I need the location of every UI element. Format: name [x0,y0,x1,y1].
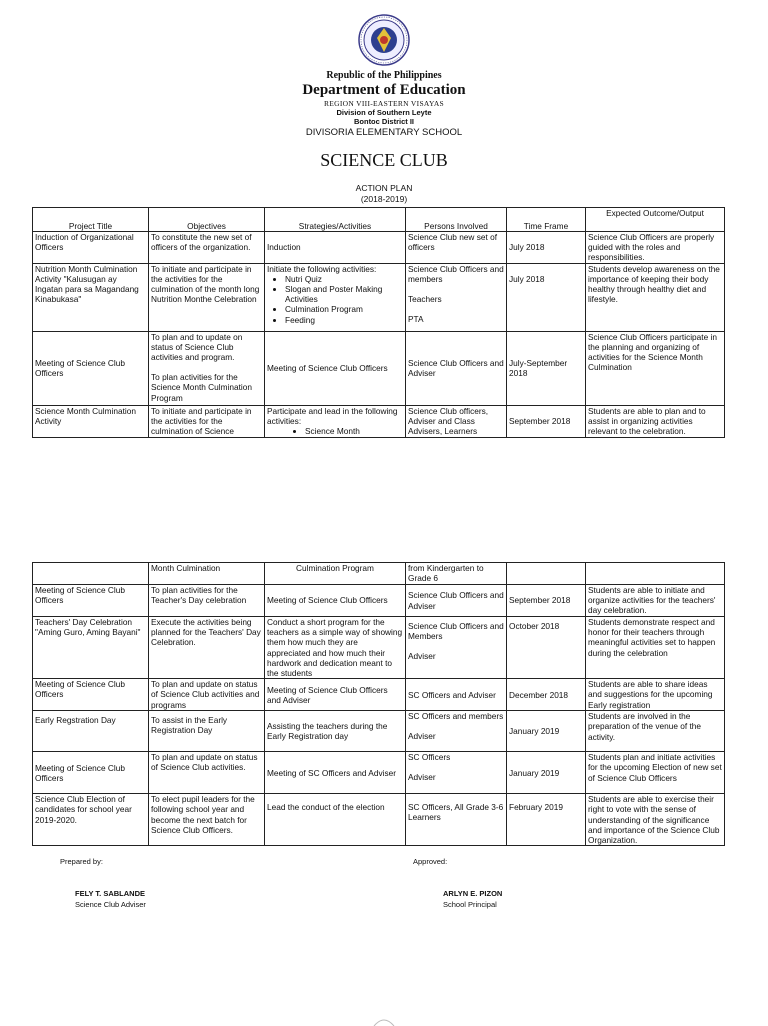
action-plan-table [32,207,725,438]
cell-persons [406,263,507,331]
cell-outcome: Science Club Officers participate in the planning and organizing of activities for the Science Month Culmination [586,331,725,405]
cell-strategies: Meeting of Science Club Officers [265,331,406,405]
table-row [33,794,725,846]
table-row [33,563,725,585]
cell-strategies: Meeting of Science Club Officers [265,585,406,617]
list-item: • Science Month [305,426,403,436]
cell-time: September 2018 [507,405,586,437]
col-header-time: Time Frame [507,208,586,232]
col-header-strategies: Strategies/Activities [265,208,406,232]
cell-persons: Science Club new set of officers [406,232,507,264]
plan-title: ACTION PLAN [355,183,413,193]
cell-objectives: To assist in the Early Registration Day [149,711,265,752]
objectives-line: To plan activities for the Science Month Culmination Program [151,372,252,403]
club-title: SCIENCE CLUB [320,150,448,170]
persons-line: SC Officers and members [408,711,504,722]
cell-time: October 2018 [507,617,586,679]
cell-strategies: Conduct a short program for the teachers as a simple way of showing them how much they are appreciated and how much their hardwork and dedication meant to the students [265,617,406,679]
cell-project [33,563,149,585]
objectives-line: To plan and to update on status of Science Club activities and program. [151,331,243,363]
cell-strategies: Meeting of Science Club Officers and Adviser [265,679,406,711]
cell-strategies: Culmination Program [265,563,406,585]
table-row [33,331,725,405]
cell-outcome: Students develop awareness on the importance of keeping their body healthy through healthy diet and lifestyle. [586,263,725,331]
strategies-list [267,274,403,325]
cell-project: Teachers' Day Celebration "Aming Guro, Aming Bayani" [33,617,149,679]
cell-project: Early Regstration Day [33,711,149,752]
header-division: Division of Southern Leyte [336,108,432,117]
cell-outcome [586,563,725,585]
approved-by-name: ARLYN E. PIZON [443,889,503,898]
plan-year: (2018-2019) [360,194,408,204]
cell-outcome: Students are able to initiate and organize activities for the teachers' day celebration. [586,585,725,617]
persons-line: PTA [408,314,424,325]
cell-time: February 2019 [507,794,586,846]
table-row [33,752,725,794]
cell-strategies: Meeting of SC Officers and Adviser [265,752,406,794]
cell-time: July-September 2018 [507,331,586,405]
table-row [33,263,725,331]
col-header-outcome: Expected Outcome/Output [586,208,725,232]
action-plan-table-continued [32,562,725,846]
cell-persons [406,617,507,679]
list-item: • Feeding [285,315,403,325]
table-row [33,679,725,711]
cell-project: Induction of Organizational Officers [33,232,149,264]
cell-objectives: To plan and update on status of Science Club activities. [149,752,265,794]
cell-strategies: Induction [265,232,406,264]
cell-objectives: To plan and update on status of Science Club activities and programs [149,679,265,711]
table-row [33,585,725,617]
strategies-intro: Participate and lead in the following activities: [267,405,398,426]
cell-project: Science Club Election of candidates for school year 2019-2020. [33,794,149,846]
cell-persons: SC Officers, All Grade 3-6 Learners [406,794,507,846]
cell-project: Meeting of Science Club Officers [33,331,149,405]
cell-outcome: Science Club Officers are properly guided with the roles and responsibilities. [586,232,725,264]
cell-persons [406,752,507,794]
list-item: • Slogan and Poster Making Activities [285,284,403,304]
cell-outcome: Students are able to exercise their right to vote with the sense of understanding of the significance and importance of the Science Club Organization. [586,794,725,846]
list-item: • Nutri Quiz [285,274,403,284]
persons-line: SC Officers [408,752,451,763]
prepared-by-label: Prepared by: [60,857,103,866]
cell-outcome: Students demonstrate respect and honor for their teachers through meaningful activities set to happen during the celebration [586,617,725,679]
header-republic: Republic of the Philippines [326,70,442,81]
prepared-by-name: FELY T. SABLANDE [75,889,146,898]
cell-objectives: Month Culmination [149,563,265,585]
table-row [33,617,725,679]
cell-time: December 2018 [507,679,586,711]
persons-line: Adviser [408,772,436,783]
cell-outcome: Students are involved in the preparation of the venue of the activity. [586,711,725,752]
cell-objectives: To constitute the new set of officers of the organization. [149,232,265,264]
cell-outcome: Students are able to plan and to assist in organizing activities relevant to the celebration. [586,405,725,437]
cell-project: Meeting of Science Club Officers [33,585,149,617]
table-row [33,232,725,264]
approved-by-role: School Principal [443,900,497,909]
persons-line: Science Club Officers and Members [408,621,504,642]
persons-line: Teachers [408,294,442,305]
deped-seal-icon [358,14,410,66]
cell-strategies [265,263,406,331]
cell-persons [406,711,507,752]
strategies-intro: Initiate the following activities: [267,263,377,274]
list-item: • Culmination Program [285,304,403,314]
col-header-objectives: Objectives [149,208,265,232]
cell-persons: from Kindergarten to Grade 6 [406,563,507,585]
cell-persons: Science Club Officers and Adviser [406,585,507,617]
cell-time: September 2018 [507,585,586,617]
header-region: REGION VIII-EASTERN VISAYAS [323,99,445,108]
approved-label: Approved: [413,857,448,866]
cell-time [507,563,586,585]
cell-strategies [265,405,406,437]
prepared-by-role: Science Club Adviser [75,900,146,909]
strategies-list [267,426,403,436]
persons-line: Science Club Officers and members [408,263,504,284]
cell-strategies: Assisting the teachers during the Early Registration day [265,711,406,752]
col-header-persons: Persons Involved [406,208,507,232]
table-header-row [33,208,725,232]
cell-project: Meeting of Science Club Officers [33,752,149,794]
cell-objectives: To elect pupil leaders for the following school year and become the next batch for Science Club Officers. [149,794,265,846]
table-row [33,711,725,752]
cell-outcome: Students are able to share ideas and suggestions for the upcoming Early registration [586,679,725,711]
cell-objectives [149,331,265,405]
cell-persons: Science Club officers, Adviser and Class Advisers, Learners [406,405,507,437]
cell-objectives: To plan activities for the Teacher's Day celebration [149,585,265,617]
page-curl-mark [372,1016,396,1026]
col-header-project: Project Title [33,208,149,232]
cell-time: July 2018 [507,263,586,331]
persons-line: Adviser [408,651,436,662]
header-district: Bontoc District II [353,117,414,126]
cell-time: January 2019 [507,752,586,794]
cell-project: Meeting of Science Club Officers [33,679,149,711]
cell-outcome: Students plan and initiate activities for the upcoming Election of new set of Science Club Officers [586,752,725,794]
cell-strategies: Lead the conduct of the election [265,794,406,846]
cell-persons: SC Officers and Adviser [406,679,507,711]
cell-persons: Science Club Officers and Adviser [406,331,507,405]
header-department: Department of Education [302,82,466,98]
header-school: DIVISORIA ELEMENTARY SCHOOL [305,127,463,138]
cell-project: Science Month Culmination Activity [33,405,149,437]
cell-time: July 2018 [507,232,586,264]
cell-time: January 2019 [507,711,586,752]
cell-objectives: To initiate and participate in the activities for the culmination of Science [149,405,265,437]
cell-objectives: Execute the activities being planned for the Teachers' Day Celebration. [149,617,265,679]
cell-objectives: To initiate and participate in the activities for the culmination of the month long Nutrition Monthe Celebration [149,263,265,331]
cell-project: Nutrition Month Culmination Activity "Kalusugan ay Ingatan para sa Magandang Kinabukasa" [33,263,149,331]
table-row [33,405,725,437]
persons-line: Adviser [408,731,436,742]
